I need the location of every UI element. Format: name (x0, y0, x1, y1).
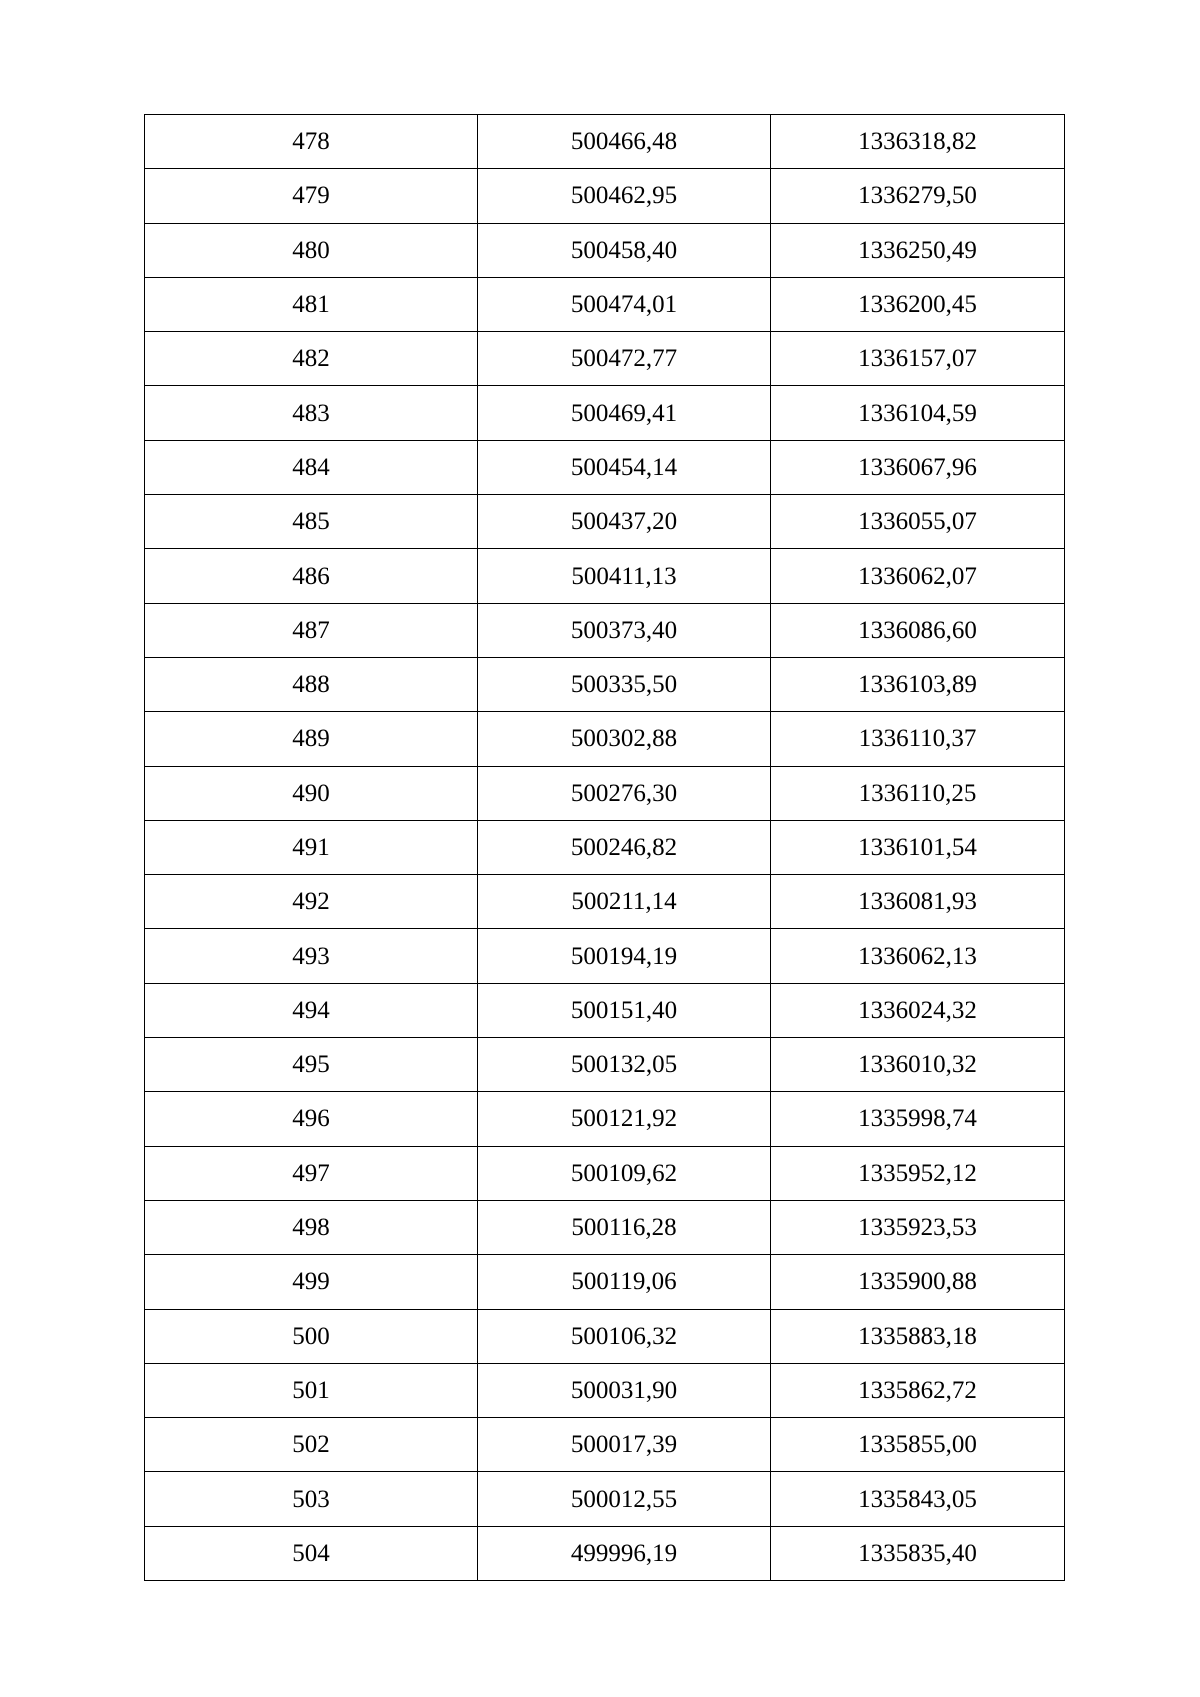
point-number-cell: 486 (145, 549, 478, 603)
y-coordinate-cell: 1336086,60 (771, 603, 1065, 657)
y-coordinate-cell: 1336081,93 (771, 875, 1065, 929)
y-coordinate-cell: 1336103,89 (771, 657, 1065, 711)
point-number-cell: 482 (145, 332, 478, 386)
point-number-cell: 483 (145, 386, 478, 440)
table-row (145, 549, 1065, 603)
y-coordinate-cell: 1335900,88 (771, 1255, 1065, 1309)
table-row (145, 495, 1065, 549)
table-row (145, 1092, 1065, 1146)
table-row (145, 115, 1065, 169)
point-number-cell: 499 (145, 1255, 478, 1309)
x-coordinate-cell: 500474,01 (478, 277, 771, 331)
x-coordinate-cell: 500276,30 (478, 766, 771, 820)
y-coordinate-cell: 1335923,53 (771, 1200, 1065, 1254)
y-coordinate-cell: 1336110,25 (771, 766, 1065, 820)
point-number-cell: 497 (145, 1146, 478, 1200)
x-coordinate-cell: 500151,40 (478, 983, 771, 1037)
y-coordinate-cell: 1335998,74 (771, 1092, 1065, 1146)
x-coordinate-cell: 500437,20 (478, 495, 771, 549)
x-coordinate-cell: 500211,14 (478, 875, 771, 929)
x-coordinate-cell: 500462,95 (478, 169, 771, 223)
x-coordinate-cell: 500119,06 (478, 1255, 771, 1309)
point-number-cell: 494 (145, 983, 478, 1037)
table-row (145, 657, 1065, 711)
point-number-cell: 481 (145, 277, 478, 331)
point-number-cell: 491 (145, 820, 478, 874)
y-coordinate-cell: 1336318,82 (771, 115, 1065, 169)
y-coordinate-cell: 1335855,00 (771, 1418, 1065, 1472)
x-coordinate-cell: 500121,92 (478, 1092, 771, 1146)
y-coordinate-cell: 1335843,05 (771, 1472, 1065, 1526)
table-row (145, 1363, 1065, 1417)
x-coordinate-cell: 500454,14 (478, 440, 771, 494)
x-coordinate-cell: 500012,55 (478, 1472, 771, 1526)
x-coordinate-cell: 500031,90 (478, 1363, 771, 1417)
x-coordinate-cell: 500246,82 (478, 820, 771, 874)
table-row (145, 712, 1065, 766)
table-row (145, 277, 1065, 331)
table-row (145, 1255, 1065, 1309)
table-row (145, 766, 1065, 820)
y-coordinate-cell: 1335862,72 (771, 1363, 1065, 1417)
x-coordinate-cell: 500411,13 (478, 549, 771, 603)
y-coordinate-cell: 1336157,07 (771, 332, 1065, 386)
x-coordinate-cell: 500109,62 (478, 1146, 771, 1200)
x-coordinate-cell: 500106,32 (478, 1309, 771, 1363)
point-number-cell: 496 (145, 1092, 478, 1146)
point-number-cell: 503 (145, 1472, 478, 1526)
table-row (145, 1038, 1065, 1092)
y-coordinate-cell: 1335952,12 (771, 1146, 1065, 1200)
y-coordinate-cell: 1336062,07 (771, 549, 1065, 603)
table-row (145, 1200, 1065, 1254)
x-coordinate-cell: 499996,19 (478, 1526, 771, 1580)
point-number-cell: 484 (145, 440, 478, 494)
x-coordinate-cell: 500116,28 (478, 1200, 771, 1254)
point-number-cell: 488 (145, 657, 478, 711)
point-number-cell: 485 (145, 495, 478, 549)
point-number-cell: 478 (145, 115, 478, 169)
y-coordinate-cell: 1336055,07 (771, 495, 1065, 549)
x-coordinate-cell: 500469,41 (478, 386, 771, 440)
x-coordinate-cell: 500466,48 (478, 115, 771, 169)
y-coordinate-cell: 1336110,37 (771, 712, 1065, 766)
y-coordinate-cell: 1336067,96 (771, 440, 1065, 494)
point-number-cell: 480 (145, 223, 478, 277)
y-coordinate-cell: 1336250,49 (771, 223, 1065, 277)
point-number-cell: 502 (145, 1418, 478, 1472)
y-coordinate-cell: 1336279,50 (771, 169, 1065, 223)
y-coordinate-cell: 1335835,40 (771, 1526, 1065, 1580)
y-coordinate-cell: 1336010,32 (771, 1038, 1065, 1092)
table-row (145, 1418, 1065, 1472)
x-coordinate-cell: 500302,88 (478, 712, 771, 766)
table-row (145, 875, 1065, 929)
table-row (145, 223, 1065, 277)
table-row (145, 440, 1065, 494)
point-number-cell: 493 (145, 929, 478, 983)
x-coordinate-cell: 500335,50 (478, 657, 771, 711)
point-number-cell: 489 (145, 712, 478, 766)
table-row (145, 1526, 1065, 1580)
point-number-cell: 479 (145, 169, 478, 223)
x-coordinate-cell: 500194,19 (478, 929, 771, 983)
table-row (145, 1146, 1065, 1200)
point-number-cell: 492 (145, 875, 478, 929)
point-number-cell: 504 (145, 1526, 478, 1580)
y-coordinate-cell: 1336024,32 (771, 983, 1065, 1037)
y-coordinate-cell: 1336200,45 (771, 277, 1065, 331)
point-number-cell: 490 (145, 766, 478, 820)
y-coordinate-cell: 1336101,54 (771, 820, 1065, 874)
point-number-cell: 495 (145, 1038, 478, 1092)
point-number-cell: 487 (145, 603, 478, 657)
x-coordinate-cell: 500132,05 (478, 1038, 771, 1092)
x-coordinate-cell: 500472,77 (478, 332, 771, 386)
point-number-cell: 498 (145, 1200, 478, 1254)
table-row (145, 603, 1065, 657)
y-coordinate-cell: 1336062,13 (771, 929, 1065, 983)
table-row (145, 929, 1065, 983)
coordinates-table-body (145, 115, 1065, 1581)
y-coordinate-cell: 1336104,59 (771, 386, 1065, 440)
table-row (145, 386, 1065, 440)
table-row (145, 1309, 1065, 1363)
point-number-cell: 501 (145, 1363, 478, 1417)
table-row (145, 1472, 1065, 1526)
x-coordinate-cell: 500373,40 (478, 603, 771, 657)
x-coordinate-cell: 500458,40 (478, 223, 771, 277)
table-row (145, 332, 1065, 386)
table-row (145, 983, 1065, 1037)
y-coordinate-cell: 1335883,18 (771, 1309, 1065, 1363)
coordinates-table (144, 114, 1065, 1581)
point-number-cell: 500 (145, 1309, 478, 1363)
table-row (145, 169, 1065, 223)
x-coordinate-cell: 500017,39 (478, 1418, 771, 1472)
table-row (145, 820, 1065, 874)
